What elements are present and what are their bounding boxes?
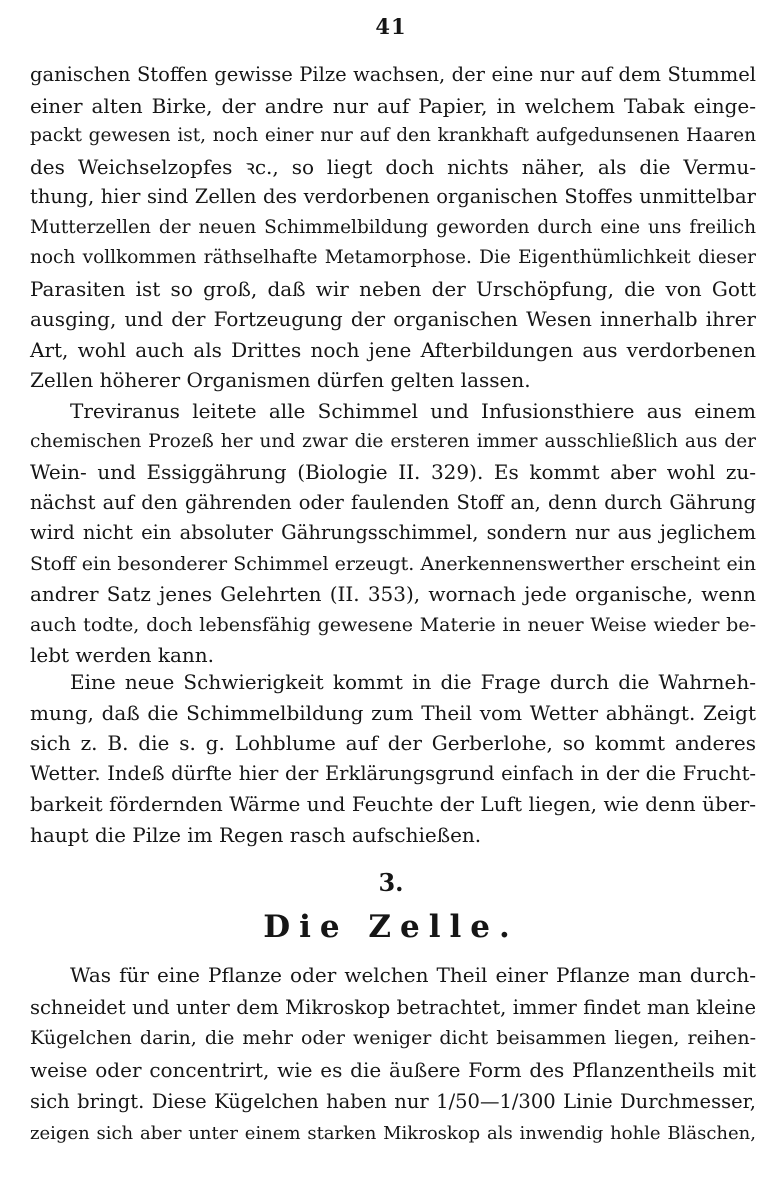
text-line: einer alten Birke, der andre nur auf Papier, in welchem Tabak einge-	[30, 93, 756, 118]
text-line: wird nicht ein absoluter Gährungsschimmel, sondern nur aus jeglichem	[30, 521, 756, 544]
text-line: Zellen höherer Organismen dürfen gelten lassen.	[30, 368, 531, 392]
text-line: schneidet und unter dem Mikroskop betrachtet, immer findet man kleine	[30, 995, 756, 1019]
text-line: mung, daß die Schimmelbildung zum Theil vom Wetter abhängt. Zeigt	[30, 700, 756, 725]
text-line: auch todte, doch lebensfähig gewesene Materie in neuer Weise wieder be-	[30, 613, 756, 636]
text-line: Mutterzellen der neuen Schimmelbildung geworden durch eine uns freilich	[30, 216, 756, 238]
text-line: Parasiten ist so groß, daß wir neben der Urschöpfung, die von Gott	[30, 276, 756, 301]
text-line: Eine neue Schwierigkeit kommt in die Frage durch die Wahrneh-	[70, 670, 756, 694]
text-line: des Weichselzopfes ꝛc., so liegt doch nichts näher, als die Vermu-	[30, 154, 756, 179]
text-line: Was für eine Pflanze oder welchen Theil einer Pflanze man durch-	[70, 963, 756, 987]
text-line: Wetter. Indeß dürfte hier der Erklärungsgrund einfach in der die Frucht-	[30, 761, 756, 785]
page-number: 41	[375, 14, 407, 39]
text-line: sich z. B. die s. g. Lohblume auf der Gerberlohe, so kommt anderes	[30, 731, 756, 755]
text-line: weise oder concentrirt, wie es die äußere Form des Pflanzentheils mit	[30, 1057, 756, 1082]
text-line: ganischen Stoffen gewisse Pilze wachsen, der eine nur auf dem Stummel	[30, 63, 756, 86]
text-line: thung, hier sind Zellen des verdorbenen organischen Stoffes unmittelbar	[30, 185, 756, 208]
text-line: andrer Satz jenes Gelehrten (II. 353), wornach jede organische, wenn	[30, 582, 756, 606]
text-line: lebt werden kann.	[30, 643, 214, 667]
text-line: sich bringt. Diese Kügelchen haben nur 1/50—1/300 Linie Durchmesser,	[30, 1090, 756, 1113]
text-line: ausging, und der Fortzeugung der organischen Wesen innerhalb ihrer	[30, 307, 756, 331]
paragraph-3	[30, 667, 756, 850]
section-number: 3.	[378, 868, 404, 897]
paragraph-2	[30, 396, 756, 671]
text-line: chemischen Prozeß her und zwar die ersteren immer ausschließlich aus der	[30, 430, 756, 452]
text-line: Kügelchen darin, die mehr oder weniger dicht beisammen liegen, reihen-	[30, 1027, 756, 1049]
text-line: packt gewesen ist, noch einer nur auf den krankhaft aufgedunsenen Haaren	[30, 125, 756, 146]
text-line: noch vollkommen räthselhafte Metamorphose. Die Eigenthümlichkeit dieser	[30, 247, 756, 268]
section-paragraph	[30, 960, 756, 1149]
text-line: Stoff ein besonderer Schimmel erzeugt. Anerkennenswerther erscheint ein	[30, 552, 756, 575]
paragraph-1	[30, 60, 756, 396]
text-line: Wein- und Essiggährung (Biologie II. 329). Es kommt aber wohl zu-	[30, 460, 756, 484]
text-line: haupt die Pilze im Regen rasch aufschießen.	[30, 822, 482, 847]
text-line: barkeit fördernden Wärme und Feuchte der Luft liegen, wie denn über-	[30, 792, 756, 816]
section-title: Die Zelle.	[263, 909, 519, 945]
text-line: nächst auf den gährenden oder faulenden Stoff an, denn durch Gährung	[30, 490, 756, 514]
text-line: zeigen sich aber unter einem starken Mikroskop als inwendig hohle Bläschen,	[30, 1122, 756, 1144]
text-line: Treviranus leitete alle Schimmel und Infusionsthiere aus einem	[70, 399, 756, 423]
text-line: Art, wohl auch als Drittes noch jene Afterbildungen aus verdorbenen	[30, 337, 756, 362]
